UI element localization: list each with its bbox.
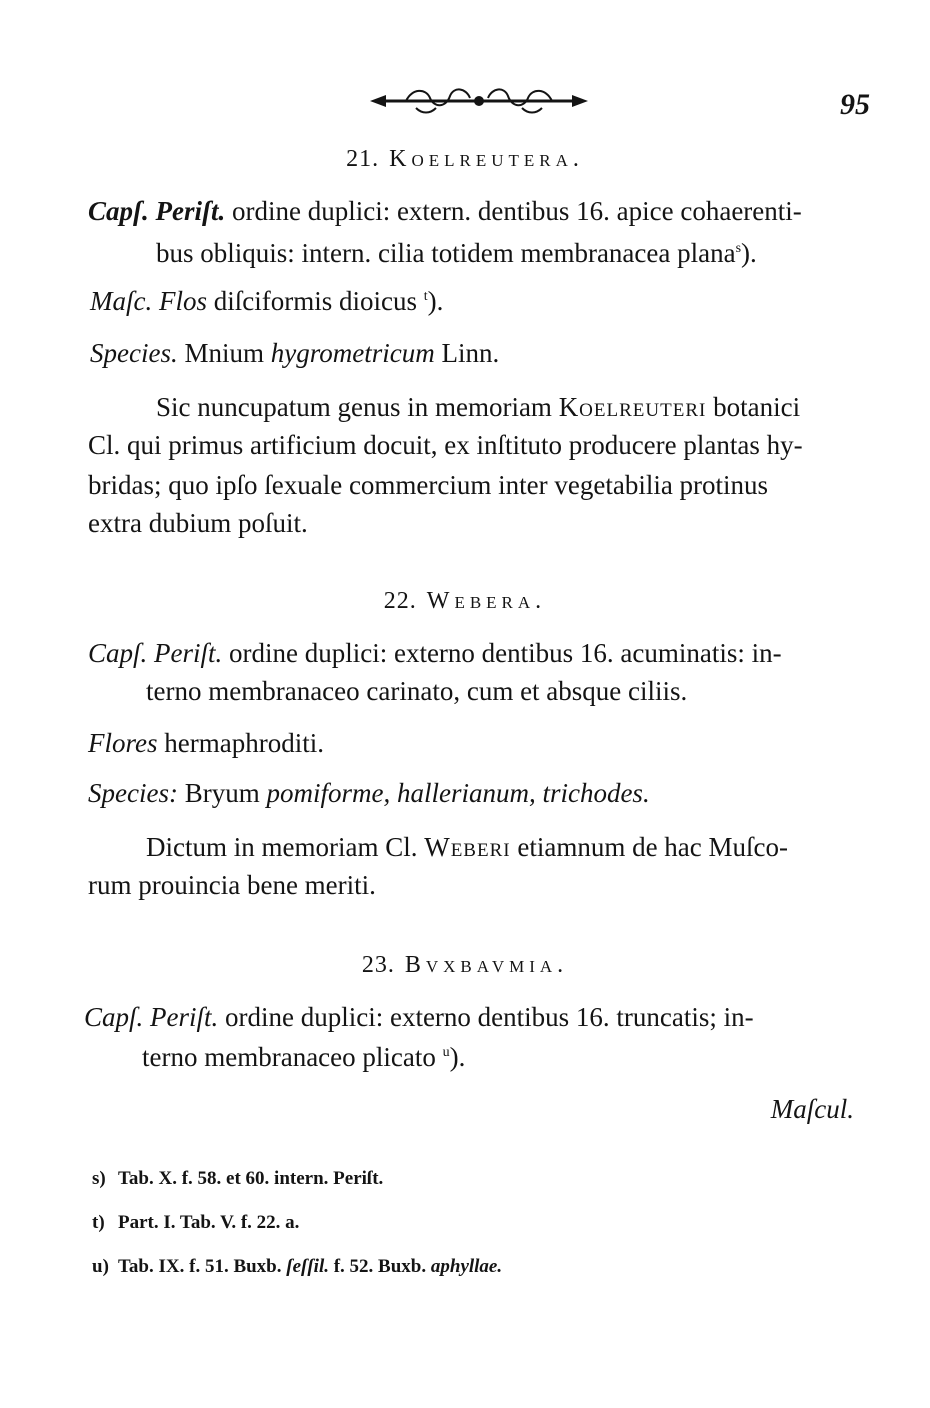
catchword: Maſcul.	[770, 1094, 854, 1124]
text-line: terno membranaceo carinato, cum et absque ciliis.	[146, 676, 688, 706]
section-number: 21.	[346, 146, 380, 172]
text-line: Maſc. Flos diſciformis dioicus $^t$).	[90, 286, 444, 316]
paragraph-line: rum prouincia bene meriti.	[88, 870, 376, 900]
section-title: Koelreutera.	[389, 146, 584, 172]
text-line: Capſ. Periſt. ordine duplici: externo dentibus 16. truncatis; in-	[84, 1002, 754, 1032]
text-line: Species: Bryum pomiforme, hallerianum, trichodes.	[88, 778, 650, 808]
text-line: Capſ. Periſt. ordine duplici: extern. dentibus 16. apice cohaerenti-	[88, 196, 802, 226]
paragraph-line: bridas; quo ipſo ſexuale commercium inter vegetabilia protinus	[88, 470, 769, 500]
section-number: 23.	[361, 952, 395, 978]
footnote: s) Tab. X. f. 58. et 60. intern. Periſt.	[92, 1168, 384, 1189]
section-number: 22.	[383, 588, 417, 614]
text-line: Capſ. Periſt. ordine duplici: externo dentibus 16. acuminatis: in-	[88, 638, 782, 668]
ornament-icon	[366, 84, 592, 118]
paragraph-line: Cl. qui primus artificium docuit, ex inſtituto producere plantas hy-	[88, 430, 803, 460]
text-line: Flores hermaphroditi.	[88, 728, 324, 758]
text-line: bus obliquis: intern. cilia totidem membranacea plana$^s$).	[156, 238, 757, 268]
section-title: Bvxbavmia.	[404, 952, 569, 978]
page-number: 95	[840, 88, 870, 121]
section-title: Webera.	[426, 588, 547, 614]
paragraph-line: Dictum in memoriam Cl. Weberi etiamnum de hac Muſco-	[146, 832, 789, 862]
section-heading-21	[0, 146, 930, 173]
section-heading-23	[0, 952, 930, 979]
footnote: u) Tab. IX. f. 51. Buxb. ſeſſil. f. 52. Buxb. aphyllae.	[92, 1256, 503, 1277]
text-line: Species. Mnium hygrometricum Linn.	[90, 338, 500, 368]
section-heading-22	[0, 588, 930, 615]
text-line: terno membranaceo plicato $^u$).	[142, 1042, 466, 1072]
footnote: t) Part. I. Tab. V. f. 22. a.	[92, 1212, 300, 1233]
paragraph-line: Sic nuncupatum genus in memoriam Koelreuteri botanici	[156, 392, 801, 422]
paragraph-line: extra dubium poſuit.	[88, 508, 308, 538]
